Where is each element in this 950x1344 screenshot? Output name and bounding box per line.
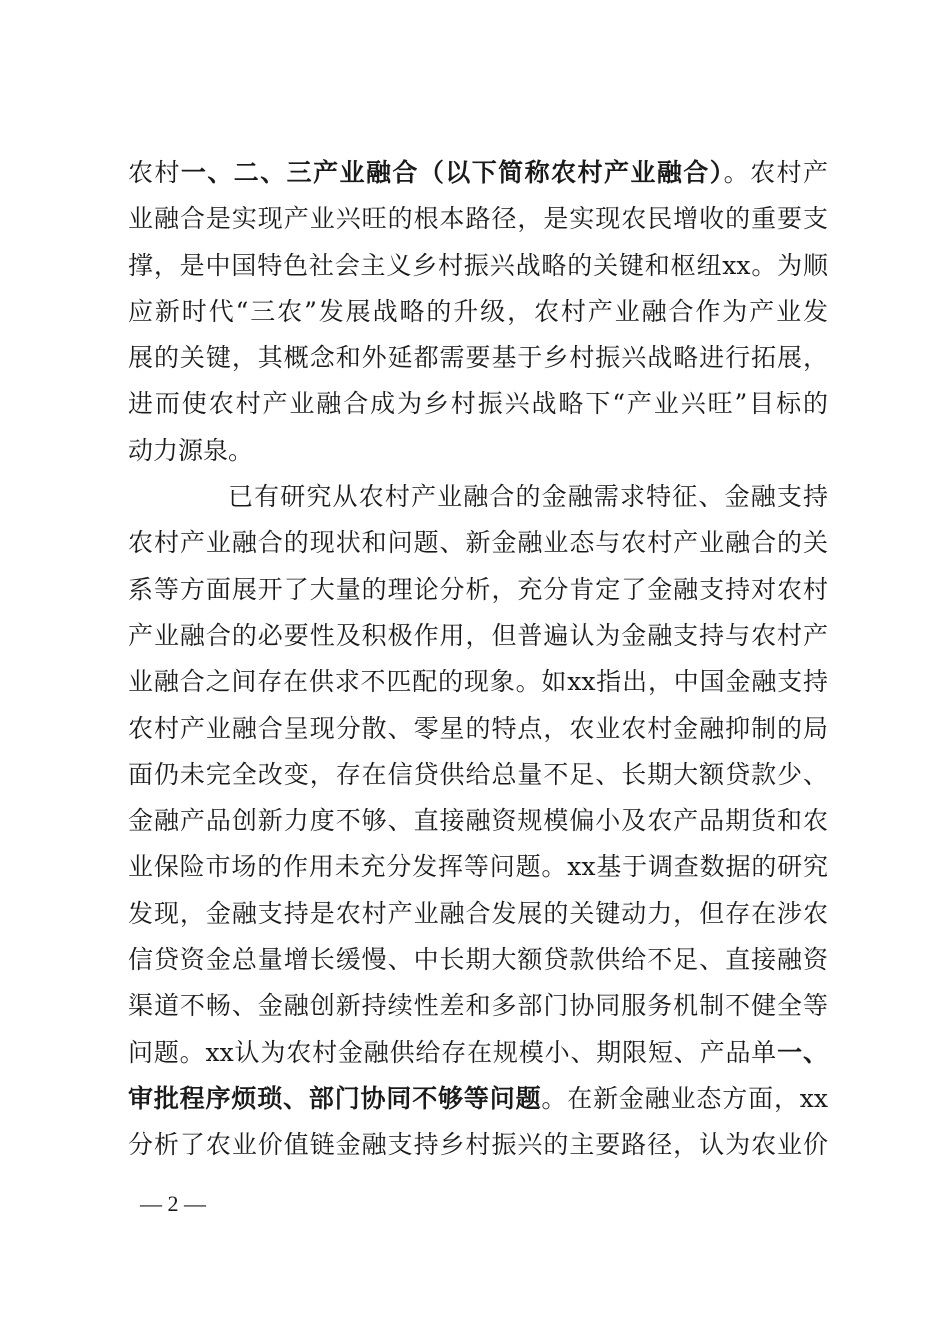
paragraph-2-line-1: 已有研究从农村产业融合的金融需求特征、金融支持 [228,482,828,512]
paragraph-2-line-5: 业融合之间存在供求不匹配的现象。如xx指出，中国金融支持 [128,667,828,697]
paragraph-2-line-3: 系等方面展开了大量的理论分析，充分肯定了金融支持对农村 [128,574,828,604]
paragraph-2-line-9: 业保险市场的作用未充分发挥等问题。xx基于调查数据的研究 [128,852,828,882]
paragraph-2-line-4: 产业融合的必要性及积极作用，但普遍认为金融支持与农村产 [128,620,828,650]
paragraph-2-line-2: 农村产业融合的现状和问题、新金融业态与农村产业融合的关 [128,528,828,558]
paragraph-1-line-4: 应新时代“三农”发展战略的升级，农村产业融合作为产业发 [128,296,828,326]
paragraph-1-line-7: 动力源泉。 [128,435,254,465]
paragraph-1-line-6: 进而使农村产业融合成为乡村振兴战略下“产业兴旺”目标的 [128,389,828,419]
paragraph-1-line-5: 展的关键，其概念和外延都需要基于乡村振兴战略进行拓展， [128,343,828,373]
text-run: 农村 [128,158,181,187]
text-run: 。农村产 [723,158,828,187]
paragraph-2-line-6: 农村产业融合呈现分散、零星的特点，农业农村金融抑制的局 [128,713,828,743]
page-number: — 2 — [140,1191,206,1216]
paragraph-2-line-10: 发现，金融支持是农村产业融合发展的关键动力，但存在涉农 [128,898,828,928]
body-text [128,150,828,1169]
paragraph-1-line-2: 业融合是实现产业兴旺的根本路径，是实现农民增收的重要支 [128,204,828,234]
paragraph-2-line-15: 分析了农业价值链金融支持乡村振兴的主要路径，认为农业价 [128,1130,828,1160]
paragraph-2-line-13 [128,1030,828,1076]
paragraph-2-line-11: 信贷资金总量增长缓慢、中长期大额贷款供给不足、直接融资 [128,945,828,975]
bold-text-run: 一、二、三产业融合（以下简称农村产业融合） [180,158,724,187]
text-run: 。在新金融业态方面，xx [541,1083,828,1113]
bold-text-run: 一、 [777,1037,828,1067]
paragraph-2-line-8: 金融产品创新力度不够、直接融资规模偏小及农产品期货和农 [128,806,828,836]
bold-text-run: 审批程序烦琐、部门协同不够等问题 [128,1083,542,1113]
paragraph-2-line-14 [128,1076,828,1122]
paragraph-1-line-1 [128,150,828,196]
text-run: 问题。xx认为农村金融供给存在规模小、期限短、产品单 [128,1037,778,1067]
paragraph-1-line-3: 撑，是中国特色社会主义乡村振兴战略的关键和枢纽xx。为顺 [128,250,828,280]
paragraph-2-line-7: 面仍未完全改变，存在信贷供给总量不足、长期大额贷款少、 [128,759,828,789]
paragraph-2-line-12: 渠道不畅、金融创新持续性差和多部门协同服务机制不健全等 [128,991,828,1021]
